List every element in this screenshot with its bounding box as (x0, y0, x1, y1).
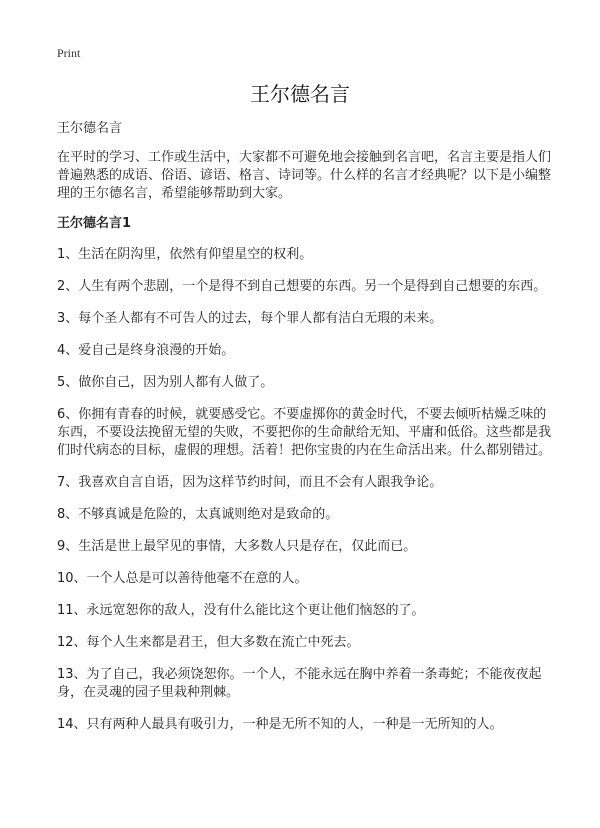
page-title: 王尔德名言 (250, 82, 350, 106)
article-body (57, 120, 552, 748)
quote-item: 5、做你自己，因为别人都有人做了。 (57, 375, 274, 390)
section-heading: 王尔德名言1 (57, 216, 132, 231)
quote-item: 10、一个人总是可以善待他毫不在意的人。 (57, 571, 308, 586)
quote-item: 2、人生有两个悲剧，一个是得不到自己想要的东西。另一个是得到自己想要的东西。 (57, 279, 547, 294)
quote-item: 6、你拥有青春的时候，就要感受它。不要虚掷你的黄金时代，不要去倾听枯燥乏味的东西，不要设法挽留无望的失败，不要把你的生命献给无知、平庸和低俗。这些都是我们时代病态的目标，虚假的理想。活着！把你宝贵的内在生命活出来。什么都别错过。 (57, 407, 552, 458)
quote-item: 12、每个人生来都是君王，但大多数在流亡中死去。 (57, 635, 360, 650)
quote-item: 9、生活是世上最罕见的事情，大多数人只是存在，仅此而已。 (57, 539, 417, 554)
quote-item: 14、只有两种人最具有吸引力，一种是无所不知的人，一种是一无所知的人。 (57, 717, 503, 732)
quote-list (57, 246, 552, 734)
quote-item: 13、为了自己，我必须饶恕你。一个人，不能永远在胸中养着一条毒蛇；不能夜夜起身，在灵魂的园子里栽种荆棘。 (57, 667, 542, 700)
intro-paragraph: 在平时的学习、工作或生活中，大家都不可避免地会接触到名言吧，名言主要是指人们普遍熟悉的成语、俗语、谚语、格言、诗词等。什么样的名言才经典呢？以下是小编整理的王尔德名言，希望能够帮助到大家。 (57, 150, 552, 201)
quote-item: 4、爱自己是终身浪漫的开始。 (57, 343, 235, 358)
quote-item: 1、生活在阴沟里，依然有仰望星空的权利。 (57, 247, 313, 262)
quote-item: 7、我喜欢自言自语，因为这样节约时间，而且不会有人跟我争论。 (57, 475, 443, 490)
quote-item: 8、不够真诚是危险的，太真诚则绝对是致命的。 (57, 507, 339, 522)
print-link[interactable]: Print (57, 46, 81, 60)
quote-item: 11、永远宽恕你的敌人，没有什么能比这个更让他们恼怒的了。 (57, 603, 425, 618)
quote-item: 3、每个圣人都有不可告人的过去，每个罪人都有洁白无瑕的未来。 (57, 311, 443, 326)
article-subtitle: 王尔德名言 (57, 121, 123, 136)
